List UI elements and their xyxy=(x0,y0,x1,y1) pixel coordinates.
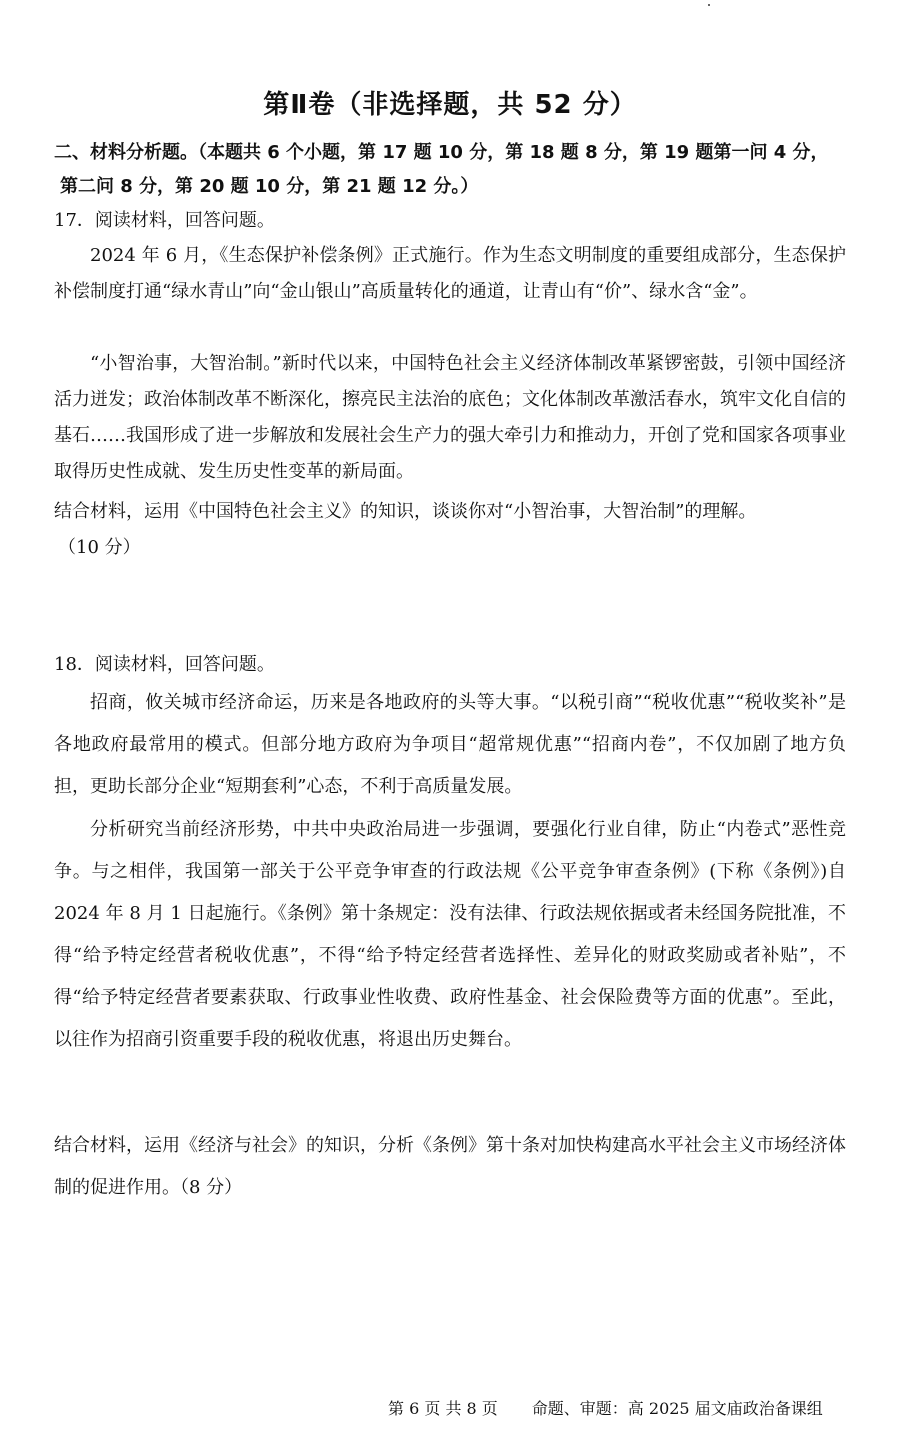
section-heading-line2: 第二问 8 分，第 20 题 10 分，第 21 题 12 分。） xyxy=(60,176,479,197)
page-title: 第Ⅱ卷（非选择题，共 52 分） xyxy=(263,90,637,120)
question-18-material-2: 分析研究当前经济形势，中共中央政治局进一步强调，要强化行业自律，防止“内卷式”恶性竞争。与之相伴，我国第一部关于公平竞争审查的行政法规《公平竞争审查条例》(下称《条例》)自 2024 年 8 月 1 日起施行。《条例》第十条规定：没有法律、行政法规依据或者未经国务院批准，不得“给予特定经营者税收优惠”，不得“给予特定经营者选择性、差异化的财政奖励或者补贴”，不得“给予特定经营者要素获取、行政事业性收费、政府性基金、社会保险费等方面的优惠”。至此，以往作为招商引资重要手段的税收优惠，将退出历史舞台。 xyxy=(54,819,846,1050)
question-17-material-2: “小智治事，大智治制。”新时代以来，中国特色社会主义经济体制改革紧锣密鼓，引领中国经济活力迸发；政治体制改革不断深化，擦亮民主法治的底色；文化体制改革激活春水，筑牢文化自信的基石……我国形成了进一步解放和发展社会生产力的强大牵引力和推动力，开创了党和国家各项事业取得历史性成就、发生历史性变革的新局面。 xyxy=(54,353,846,482)
question-17-text: 结合材料，运用《中国特色社会主义》的知识，谈谈你对“小智治事，大智治制”的理解。 xyxy=(54,501,757,522)
page-number: 第 6 页 共 8 页 xyxy=(388,1399,498,1418)
question-18-prompt: 结合材料，运用《经济与社会》的知识，分析《条例》第十条对加快构建高水平社会主义市场经济体制的促进作用。（8 分） xyxy=(54,1135,846,1198)
footer-credits: 命题、审题：高 2025 届文庙政治备课组 xyxy=(531,1399,823,1418)
scan-dot xyxy=(708,4,710,6)
question-18-material-1: 招商，攸关城市经济命运，历来是各地政府的头等大事。“以税引商”“税收优惠”“税收奖补”是各地政府最常用的模式。但部分地方政府为争项目“超常规优惠”“招商内卷”，不仅加剧了地方负担，更助长部分企业“短期套利”心态，不利于高质量发展。 xyxy=(54,692,846,797)
question-18-header: 18．阅读材料，回答问题。 xyxy=(54,654,275,675)
section-heading-line1: 二、材料分析题。（本题共 6 个小题，第 17 题 10 分，第 18 题 8 分，第 19 题第一问 4 分， xyxy=(54,142,829,163)
question-17-material-1: 2024 年 6 月，《生态保护补偿条例》正式施行。作为生态文明制度的重要组成部分，生态保护补偿制度打通“绿水青山”向“金山银山”高质量转化的通道，让青山有“价”、绿水含“金”。 xyxy=(54,245,846,302)
question-17-header: 17．阅读材料，回答问题。 xyxy=(54,210,275,231)
section-heading xyxy=(54,136,854,204)
page-footer xyxy=(388,1396,823,1419)
question-17-points: （10 分） xyxy=(58,537,141,558)
question-17-prompt xyxy=(54,494,846,566)
